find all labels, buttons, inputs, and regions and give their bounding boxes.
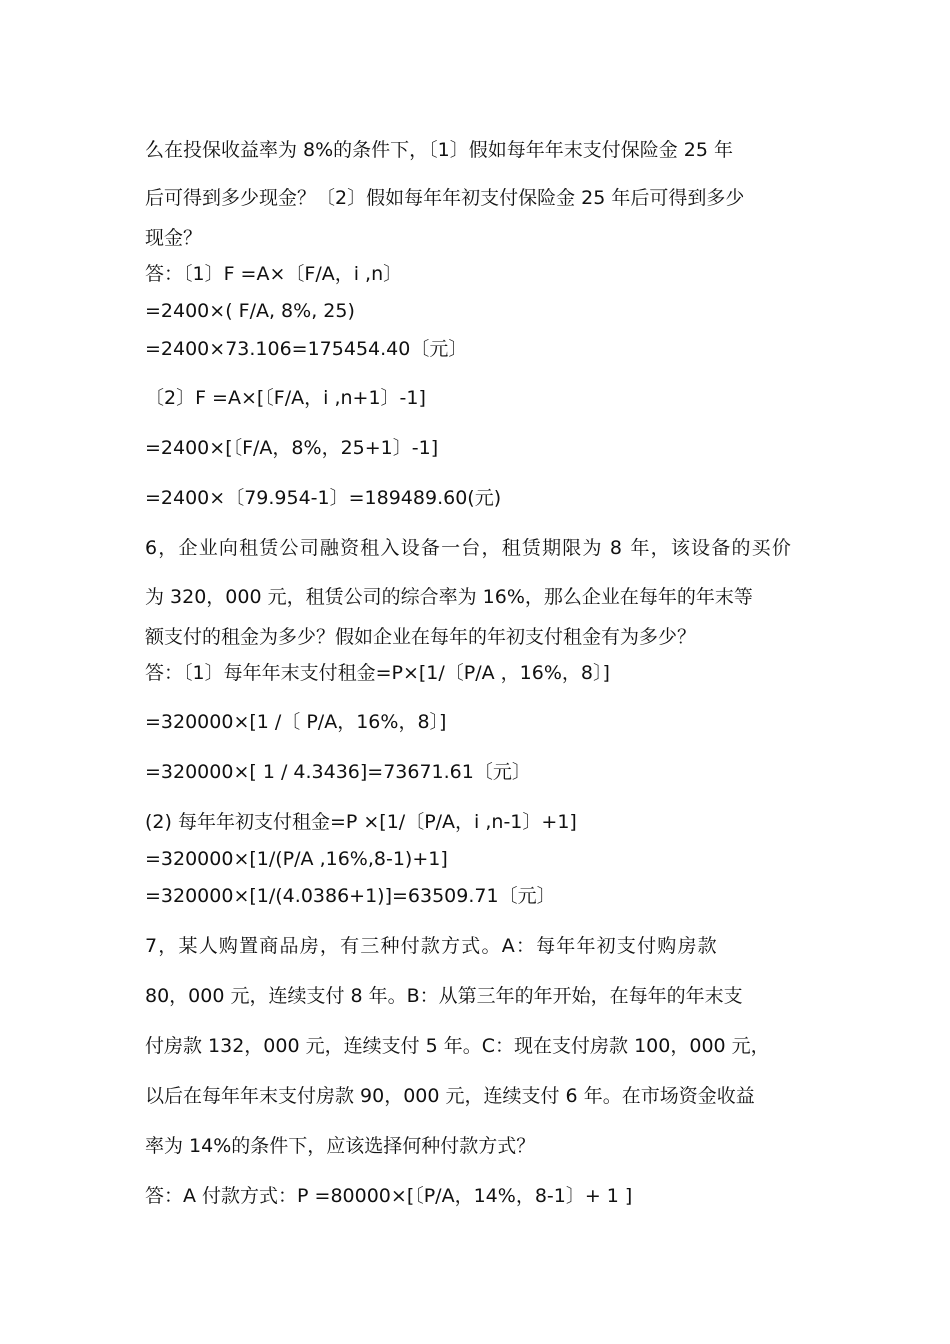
text-line-3: 现金？ (145, 227, 203, 249)
text-line-9: =2400×〔79.954-1〕=189489.60(元) (145, 487, 502, 509)
text-line-22: 以后在每年年末支付房款 90，000 元，连续支付 6 年。在市场资金收益 (145, 1085, 755, 1107)
text-line-2: 后可得到多少现金？〔2〕假如每年年初支付保险金 25 年后可得到多少 (145, 187, 745, 209)
text-line-7: 〔2〕F =A×[〔F/A，i ,n+1〕-1] (145, 387, 426, 409)
text-line-4: 答：〔1〕F =A×〔F/A，i ,n〕 (145, 263, 403, 285)
text-line-5: =2400×( F/A, 8%, 25) (145, 300, 355, 322)
text-line-6: =2400×73.106=175454.40〔元〕 (145, 338, 468, 360)
text-line-17: =320000×[1/(P/A ,16%,8-1)+1] (145, 848, 448, 870)
text-line-11: 为 320，000 元，租赁公司的综合率为 16%，那么企业在每年的年末等 (145, 586, 753, 608)
text-line-13: 答：〔1〕每年年末支付租金=P×[1/〔P/A ，16%，8〕] (145, 662, 610, 684)
text-line-1: 么在投保收益率为 8%的条件下，〔1〕假如每年年末支付保险金 25 年 (145, 139, 734, 161)
text-line-24: 答：A 付款方式：P =80000×[〔P/A，14%，8-1〕+ 1 ] (145, 1185, 633, 1207)
text-line-15: =320000×[ 1 / 4.3436]=73671.61〔元〕 (145, 761, 531, 783)
text-line-18: =320000×[1/(4.0386+1)]=63509.71〔元〕 (145, 885, 556, 907)
text-line-23: 率为 14%的条件下，应该选择何种付款方式？ (145, 1135, 536, 1157)
text-line-19: 7，某人购置商品房，有三种付款方式。A：每年年初支付购房款 (145, 935, 718, 957)
text-line-8: =2400×[〔F/A，8%，25+1〕-1] (145, 437, 439, 459)
text-line-14: =320000×[1 /〔 P/A，16%，8〕] (145, 711, 447, 733)
text-line-10: 6，企业向租赁公司融资租入设备一台，租赁期限为 8 年，该设备的买价 (145, 537, 793, 559)
text-line-12: 额支付的租金为多少？假如企业在每年的年初支付租金有为多少？ (145, 626, 697, 648)
text-line-16: (2) 每年年初支付租金=P ×[1/〔P/A，i ,n-1〕+1] (145, 811, 577, 833)
text-line-21: 付房款 132，000 元，连续支付 5 年。C：现在支付房款 100，000 元， (145, 1035, 770, 1057)
text-line-20: 80，000 元，连续支付 8 年。B：从第三年的年开始，在每年的年末支 (145, 985, 743, 1007)
